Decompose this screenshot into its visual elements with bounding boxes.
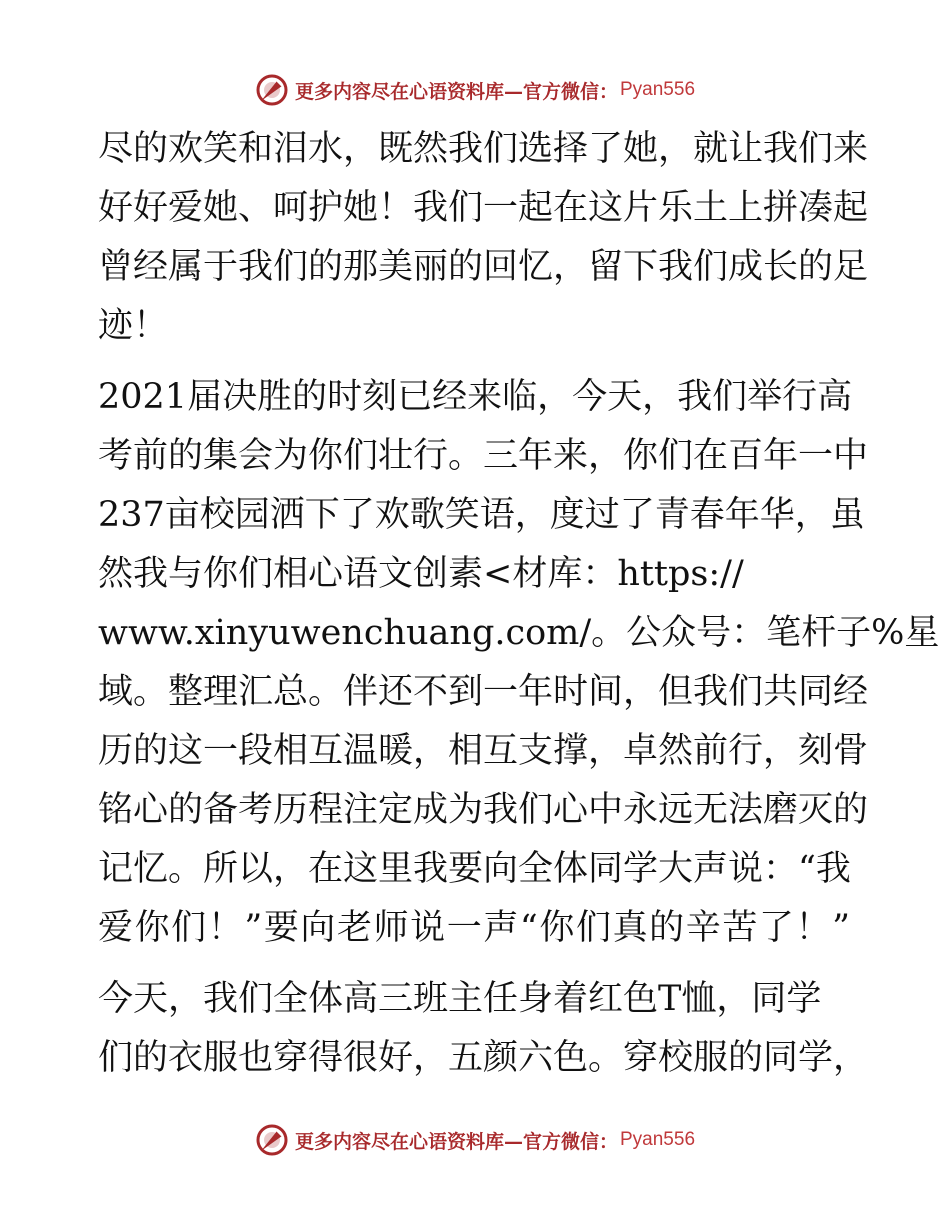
text-line: 好好爱她、呵护她！我们一起在这片乐土上拼凑起 bbox=[98, 188, 869, 228]
text-line: 尽的欢笑和泪水，既然我们选择了她，就让我们来 bbox=[98, 129, 869, 169]
text-line: 2021届决胜的时刻已经来临，今天，我们举行高 bbox=[98, 377, 853, 417]
text-line: 历的这一段相互温暖，相互支撑，卓然前行，刻骨 bbox=[98, 731, 869, 771]
text-line: 曾经属于我们的那美丽的回忆，留下我们成长的足 bbox=[98, 247, 869, 287]
pen-nib-logo-icon bbox=[255, 1123, 289, 1157]
footer-banner-text: 更多内容尽在心语资料库—官方微信： bbox=[294, 1130, 618, 1153]
footer-banner bbox=[0, 1120, 950, 1160]
header-banner-text: 更多内容尽在心语资料库—官方微信： bbox=[294, 80, 618, 103]
paragraph-3 bbox=[98, 970, 869, 1088]
text-line: 域。整理汇总。伴还不到一年时间，但我们共同经 bbox=[98, 672, 869, 712]
text-line: 爱你们！”要向老师说一声“你们真的辛苦了！” bbox=[98, 908, 850, 948]
header-wechat-id: Pyan556 bbox=[620, 79, 696, 100]
paragraph-2 bbox=[98, 368, 940, 958]
header-banner bbox=[0, 70, 950, 110]
footer-wechat-id: Pyan556 bbox=[620, 1129, 696, 1150]
text-line: 然我与你们相心语文创素<材库：https:// bbox=[98, 554, 744, 594]
text-line: 们的衣服也穿得很好，五颜六色。穿校服的同学， bbox=[98, 1038, 869, 1078]
paragraph-1 bbox=[98, 120, 869, 356]
text-line: www.xinyuwenchuang.com/。公众号：笔杆子%星 bbox=[98, 613, 940, 653]
text-line: 237亩校园洒下了欢歌笑语，度过了青春年华，虽 bbox=[98, 495, 865, 535]
pen-nib-logo-icon bbox=[255, 73, 289, 107]
text-line: 今天，我们全体高三班主任身着红色T恤，同学 bbox=[98, 979, 822, 1019]
text-line: 记忆。所以，在这里我要向全体同学大声说：“我 bbox=[98, 849, 851, 889]
text-line: 考前的集会为你们壮行。三年来，你们在百年一中 bbox=[98, 436, 869, 476]
text-line: 铭心的备考历程注定成为我们心中永远无法磨灭的 bbox=[98, 790, 869, 830]
document-body bbox=[98, 120, 940, 1088]
text-line: 迹！ bbox=[98, 306, 169, 346]
